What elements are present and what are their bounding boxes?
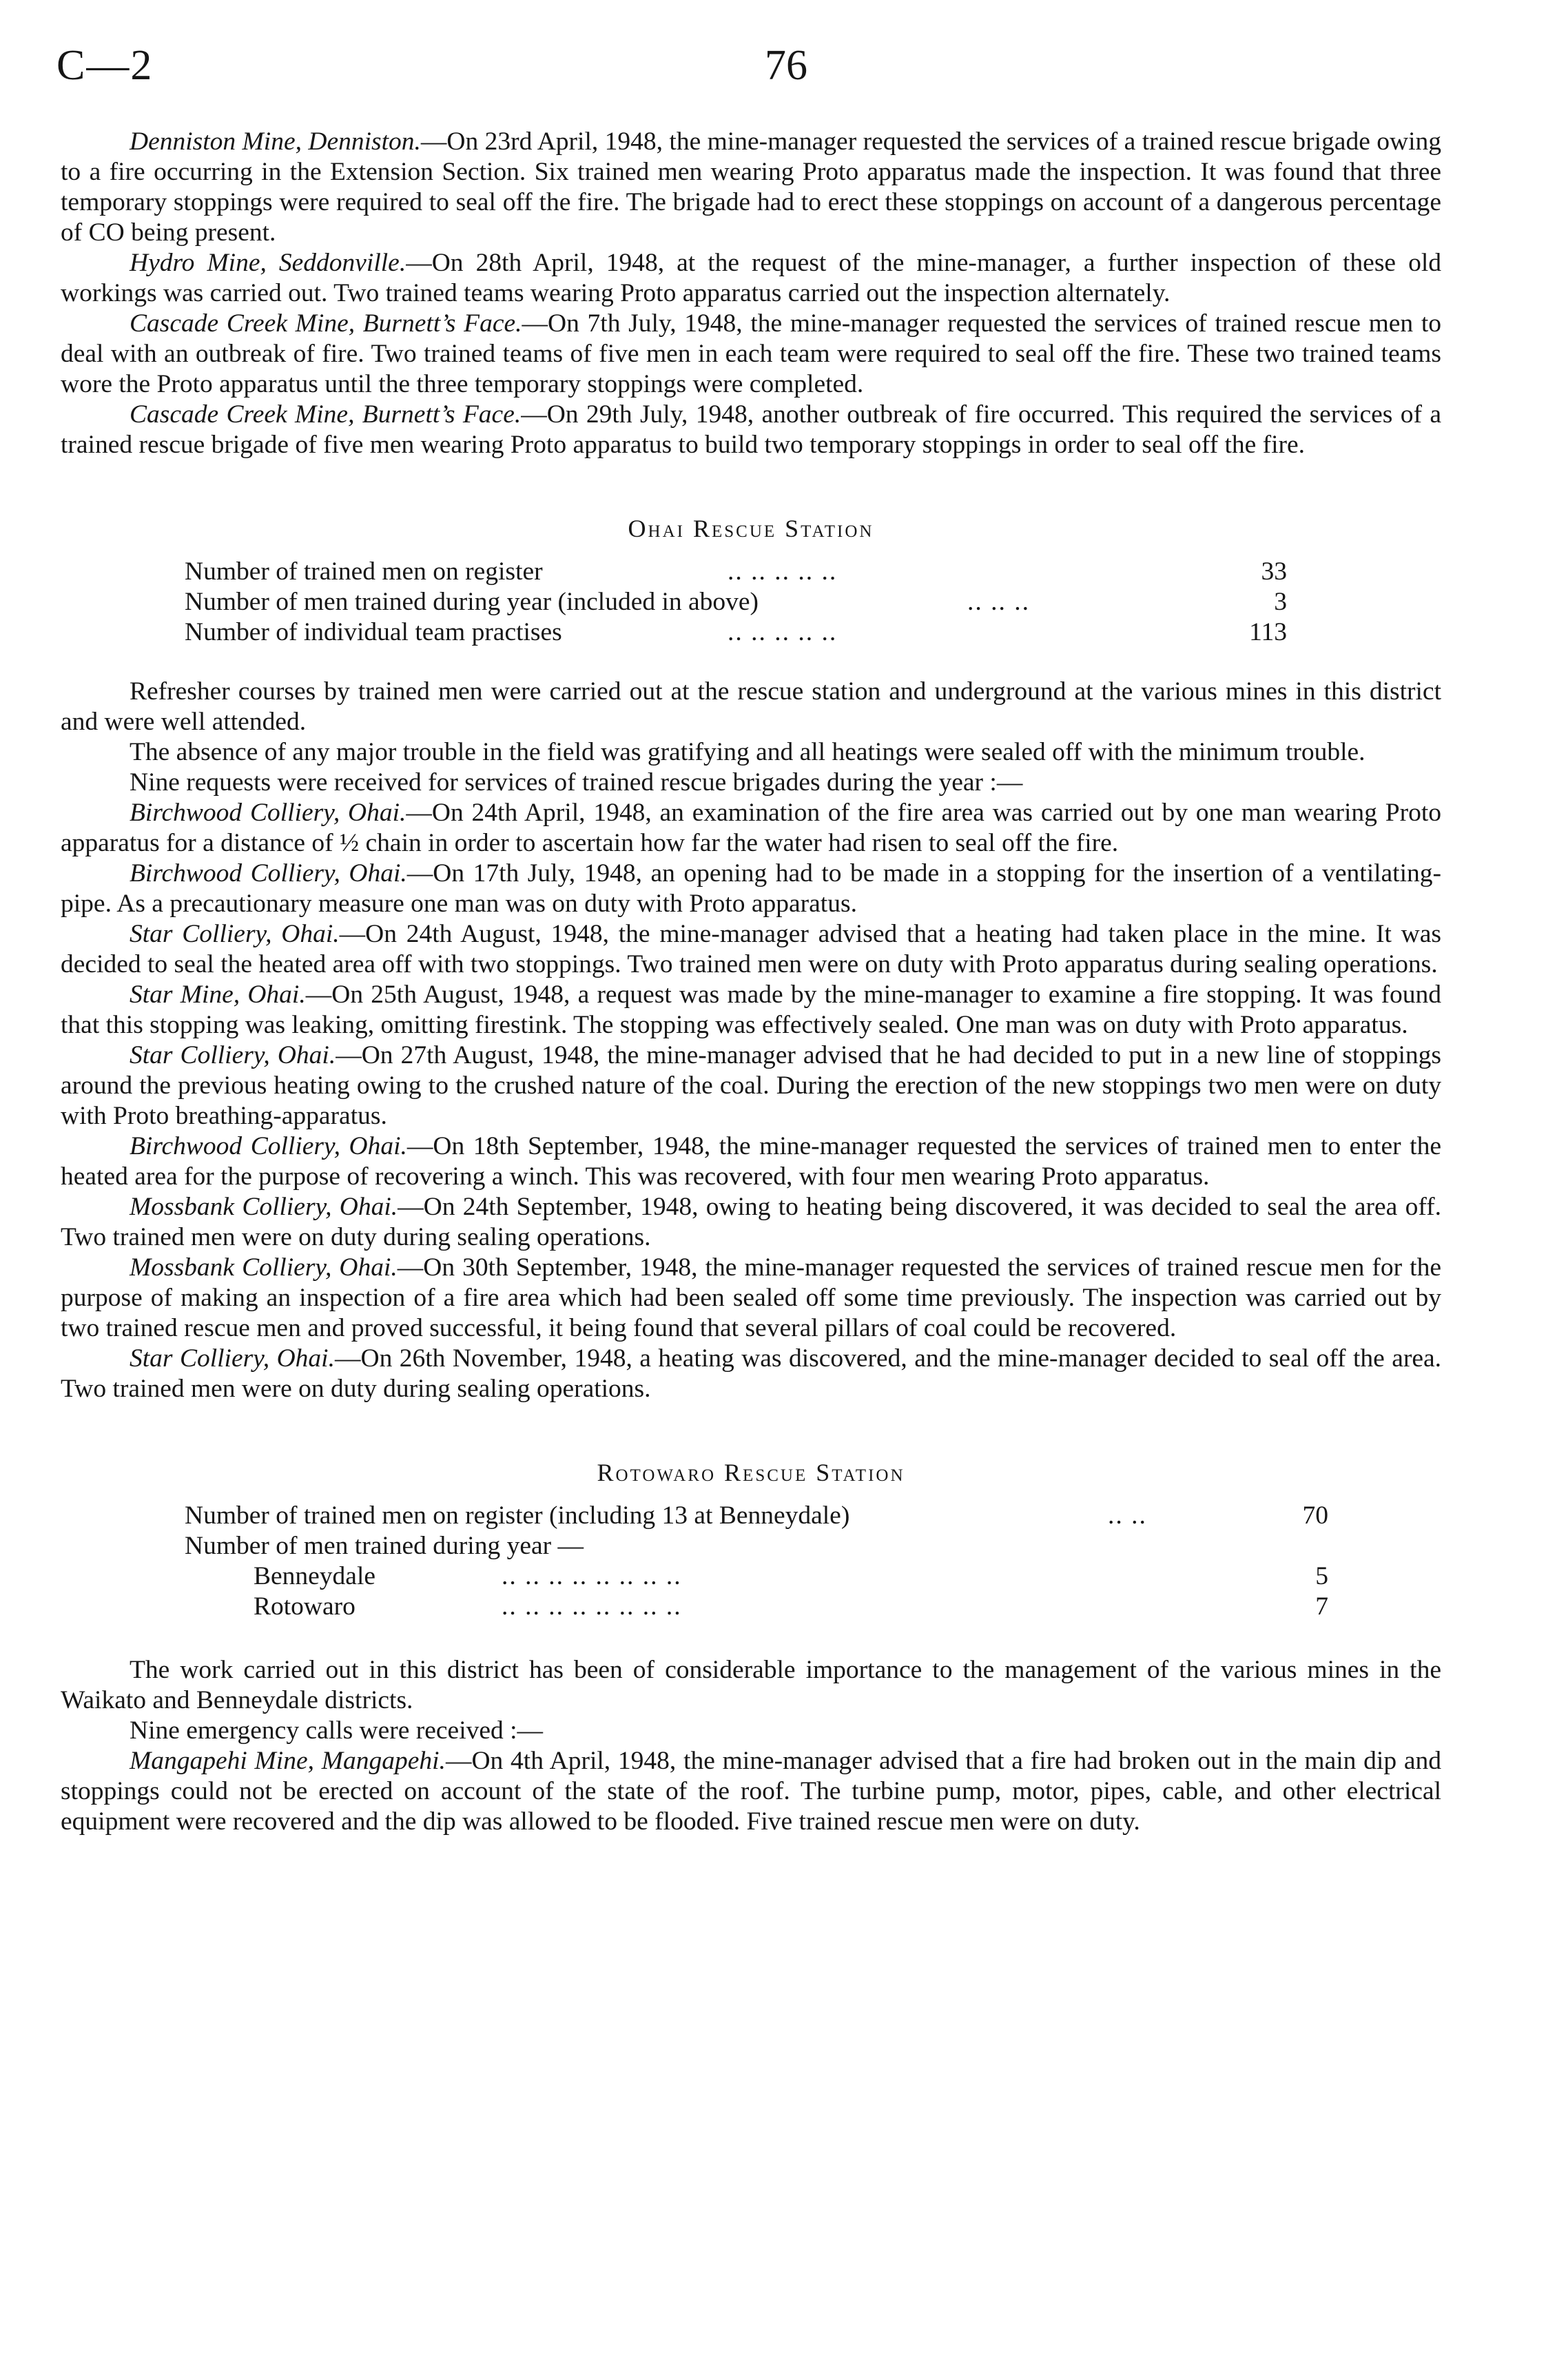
mine-name: Denniston Mine, Denniston.: [130, 127, 421, 156]
stat-label: Number of men trained during year (included in above): [185, 588, 759, 616]
paragraph-text: —On 23rd April, 1948, the mine-manager requested the services of a trained rescue brigade owing to a fire occurring in the Extension Section. Six trained men wearing Proto apparatus made the inspection. It was found that three temporary stoppings were required to seal off the fire. The brigade had to erect these stoppings on account of a dangerous percentage of CO being present.: [61, 127, 1441, 247]
paragraph: [61, 309, 1441, 400]
stat-label: Benneydale: [254, 1562, 376, 1590]
mine-name: Star Colliery, Ohai.: [130, 1041, 336, 1069]
page-number: 76: [765, 42, 807, 89]
paragraph-text: —On 29th July, 1948, another outbreak of fire occurred. This required the services of a trained rescue brigade of five men wearing Proto apparatus to build two temporary stoppings in order to seal off the fire.: [61, 400, 1441, 459]
paragraph-text: —On 26th November, 1948, a heating was discovered, and the mine-manager decided to seal off the area. Two trained men were on duty during sealing operations.: [61, 1344, 1441, 1403]
ohai-reports: [61, 677, 1441, 1404]
mine-name: Birchwood Colliery, Ohai.: [130, 1132, 407, 1160]
mine-name: Cascade Creek Mine, Burnett’s Face.: [130, 309, 522, 338]
stat-label: Number of men trained during year —: [185, 1532, 584, 1560]
stat-row: [61, 617, 1441, 648]
stat-value: 7: [1315, 1592, 1328, 1621]
paragraph-text: The absence of any major trouble in the field was gratifying and all heatings were sealed off with the minimum trouble.: [130, 738, 1365, 766]
paragraph: [61, 1192, 1441, 1253]
paragraph-text: —On 4th April, 1948, the mine-manager advised that a fire had broken out in the main dip and stoppings could not be erected on account of the state of the roof. The turbine pump, motor, pipes, cable, and other electrical equipment were recovered and the dip was allowed to be flooded. Five trained rescue men were on duty.: [61, 1747, 1442, 1836]
paragraph: [61, 859, 1441, 919]
paragraph: [61, 1344, 1441, 1404]
stat-value: 5: [1315, 1562, 1328, 1590]
rotowaro-stats-list: [61, 1501, 1441, 1622]
mine-name: Mossbank Colliery, Ohai.: [130, 1253, 398, 1282]
paragraph: [61, 127, 1441, 248]
paragraph: [61, 1655, 1441, 1716]
leader-dots: .. ..: [1108, 1501, 1147, 1530]
leader-dots: .. .. .. .. ..: [728, 557, 838, 586]
section-title: Rotowaro Rescue Station: [597, 1459, 905, 1486]
paragraph: [61, 768, 1441, 798]
mine-name: Star Colliery, Ohai.: [130, 920, 340, 948]
paragraph-text: —On 24th August, 1948, the mine-manager advised that a heating had taken place in the mine. It was decided to seal the heated area off with two stoppings. Two trained men were on duty with Proto apparatus during sealing operations.: [61, 920, 1441, 978]
mine-name: Hydro Mine, Seddonville.: [130, 249, 406, 277]
paragraph: [61, 677, 1441, 737]
leader-dots: .. .. ..: [967, 588, 1030, 616]
rotowaro-reports: [61, 1655, 1441, 1837]
stat-label: Number of trained men on register (including 13 at Benneydale): [185, 1501, 850, 1530]
paragraph: [61, 919, 1441, 980]
paragraph-text: Nine requests were received for services of trained rescue brigades during the year :—: [130, 768, 1023, 797]
report-code: C—2: [56, 42, 154, 89]
paragraph: [61, 1253, 1441, 1344]
paragraph-text: —On 17th July, 1948, an opening had to be made in a stopping for the insertion of a ventilating-pipe. As a precautionary measure one man was on duty with Proto apparatus.: [61, 859, 1442, 918]
mine-name: Birchwood Colliery, Ohai.: [130, 799, 406, 827]
paragraph: [61, 1131, 1441, 1192]
leader-dots: .. .. .. .. ..: [728, 618, 838, 646]
stat-row: [61, 1531, 1441, 1561]
paragraph-text: —On 7th July, 1948, the mine-manager requested the services of trained rescue men to deal with an outbreak of fire. Two trained teams of five men in each team were required to seal off the fire. These two trained teams wore the Proto apparatus until the three temporary stoppings were completed.: [61, 309, 1441, 398]
paragraph: [61, 400, 1441, 460]
page-header: [41, 41, 1447, 96]
paragraph-text: —On 18th September, 1948, the mine-manager requested the services of trained men to enter the heated area for the purpose of recovering a winch. This was recovered, with four men wearing Proto apparatus.: [61, 1132, 1441, 1191]
mine-name: Mangapehi Mine, Mangapehi.: [130, 1747, 446, 1775]
paragraph: [61, 737, 1441, 768]
paragraph-text: Nine emergency calls were received :—: [130, 1716, 544, 1745]
stat-label: Rotowaro: [254, 1592, 355, 1621]
stat-value: 70: [1302, 1501, 1328, 1530]
paragraph-text: —On 24th April, 1948, an examination of the fire area was carried out by one man wearing Proto apparatus for a distance of ½ chain in order to ascertain how far the water had risen to seal off the fire.: [61, 799, 1441, 857]
stat-row: [61, 557, 1441, 587]
paragraph: [61, 798, 1441, 859]
paragraph-text: —On 27th August, 1948, the mine-manager advised that he had decided to put in a new line of stoppings around the previous heating owing to the crushed nature of the coal. During the erection of the new stoppings two men were on duty with Proto breathing-apparatus.: [61, 1041, 1441, 1130]
mine-name: Mossbank Colliery, Ohai.: [130, 1193, 398, 1221]
mine-name: Cascade Creek Mine, Burnett’s Face.: [130, 400, 522, 429]
stat-row: [61, 1501, 1441, 1531]
rotowaro-section: [61, 1458, 1441, 1837]
page-content: [61, 127, 1441, 1837]
mine-name: Star Colliery, Ohai.: [130, 1344, 335, 1373]
paragraph-text: —On 24th September, 1948, owing to heating being discovered, it was decided to seal the area off. Two trained men were on duty during sealing operations.: [61, 1193, 1441, 1251]
paragraph-text: The work carried out in this district has been of considerable importance to the management of the various mines in the Waikato and Benneydale districts.: [61, 1656, 1441, 1714]
stat-value: 33: [1261, 557, 1287, 586]
paragraph: [61, 1716, 1441, 1746]
stat-label: Number of trained men on register: [185, 557, 543, 586]
section-title: Ohai Rescue Station: [628, 515, 874, 542]
paragraph: [61, 1746, 1441, 1837]
stat-value: 113: [1249, 618, 1287, 646]
stat-row: [61, 1592, 1441, 1622]
ohai-section: [61, 514, 1441, 1404]
paragraph-text: —On 25th August, 1948, a request was made by the mine-manager to examine a fire stopping. It was found that this stopping was leaking, omitting firestink. The stopping was effectively sealed. One man was on duty with Proto apparatus.: [61, 981, 1441, 1039]
leader-dots: .. .. .. .. .. .. .. ..: [502, 1592, 682, 1621]
paragraph: [61, 980, 1441, 1040]
top-incident-reports: [61, 127, 1441, 460]
mine-name: Star Mine, Ohai.: [130, 981, 306, 1009]
paragraph: [61, 1040, 1441, 1131]
paragraph-text: —On 28th April, 1948, at the request of the mine-manager, a further inspection of these old workings was carried out. Two trained teams wearing Proto apparatus carried out the inspection alternately.: [61, 249, 1441, 307]
stat-row: [61, 1561, 1441, 1592]
paragraph: [61, 248, 1441, 309]
stat-row: [61, 587, 1441, 617]
stat-value: 3: [1274, 588, 1287, 616]
mine-name: Birchwood Colliery, Ohai.: [130, 859, 407, 888]
paragraph-text: Refresher courses by trained men were carried out at the rescue station and underground at the various mines in this district and were well attended.: [61, 677, 1441, 736]
stat-label: Number of individual team practises: [185, 618, 562, 646]
paragraph-text: —On 30th September, 1948, the mine-manager requested the services of trained rescue men for the purpose of making an inspection of a fire area which had been sealed off some time previously. The inspection was carried out by two trained rescue men and proved successful, it being found that several pillars of coal could be recovered.: [61, 1253, 1441, 1342]
leader-dots: .. .. .. .. .. .. .. ..: [502, 1562, 682, 1590]
ohai-stats-list: [61, 557, 1441, 648]
